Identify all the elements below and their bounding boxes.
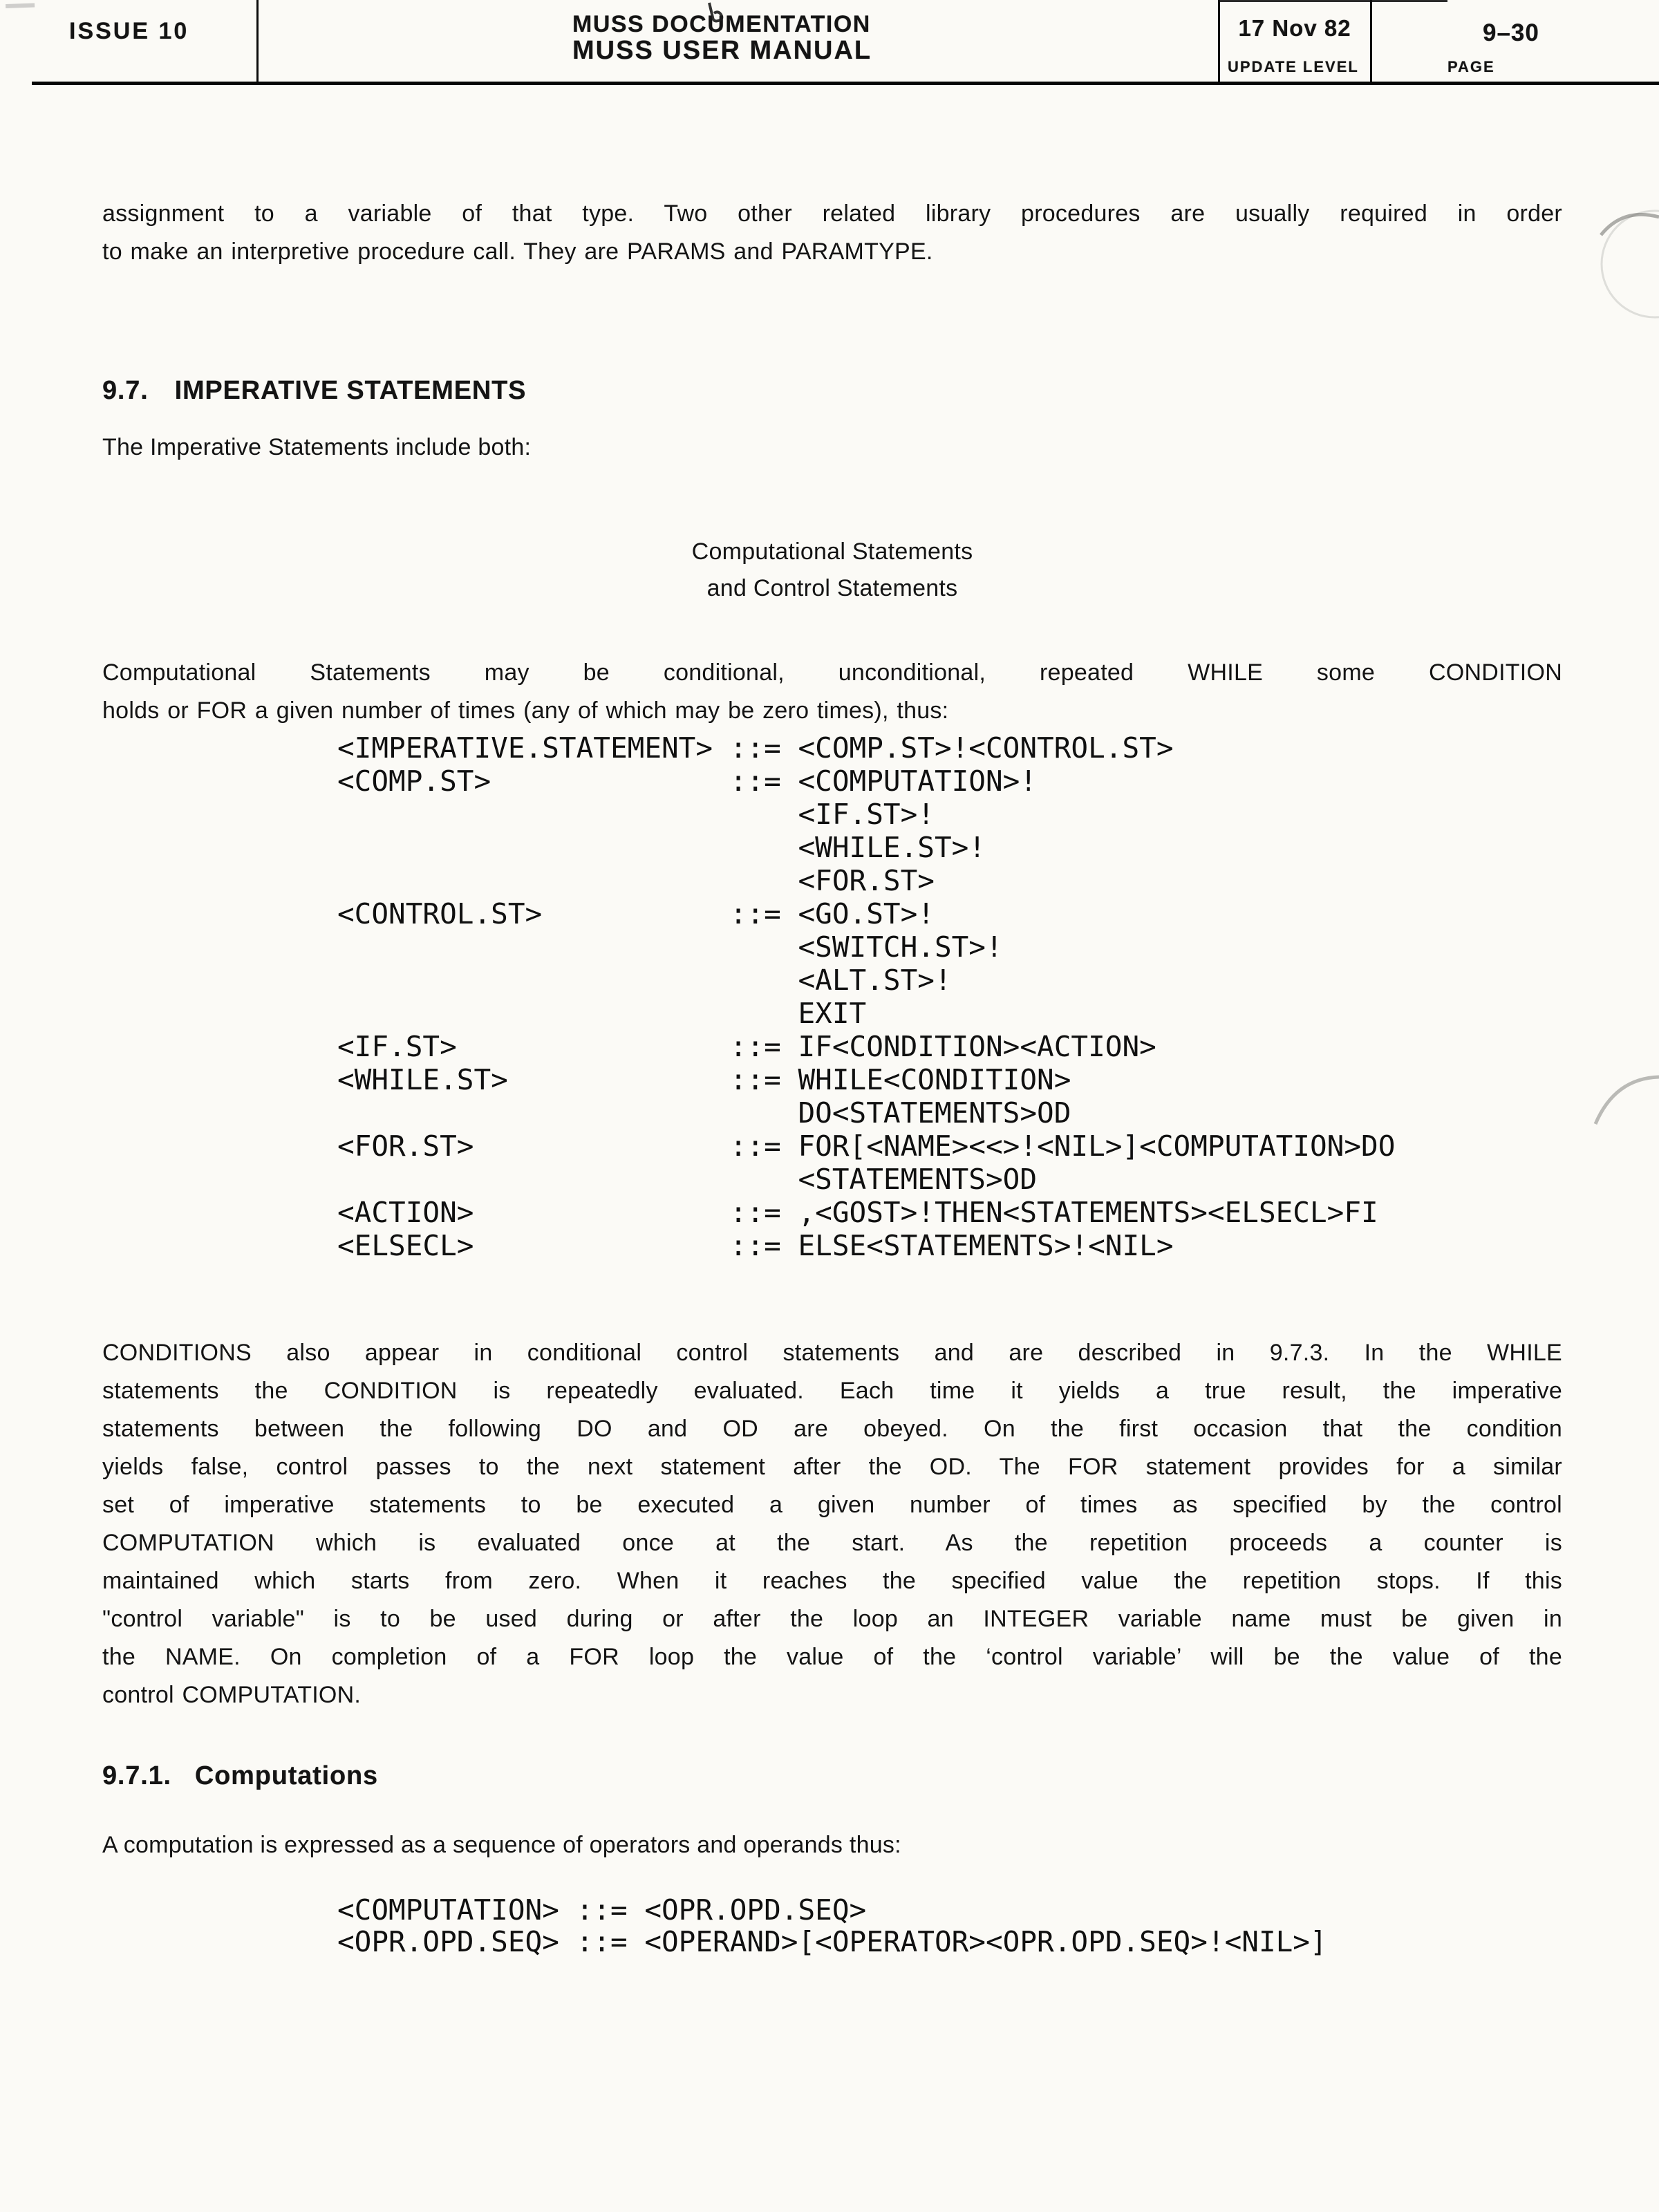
scan-smudge-top-left (6, 3, 35, 8)
statement-types-centered: Computational Statements and Control Statements (691, 538, 973, 601)
update-level-label: UPDATE LEVEL (1228, 58, 1359, 75)
header-divider-1 (256, 0, 259, 84)
section-9-7-1-lead: A computation is expressed as a sequence of operators and operands thus: (102, 1832, 901, 1858)
scan-ring-artifact (1602, 211, 1659, 317)
scan-arc-artifact-2 (1593, 1076, 1659, 1127)
computational-statements-paragraph: Computational Statements may be conditional, unconditional, repeated WHILE some CONDITION holds or FOR a given number of times (any of which may be zero times), thus: (102, 659, 1562, 724)
manual-title-block (572, 11, 872, 64)
header-divider-3 (1370, 0, 1372, 84)
section-9-7-number: 9.7. (102, 376, 149, 405)
update-date: 17 Nov 82 (1238, 15, 1351, 41)
header-divider-2 (1218, 0, 1220, 84)
section-9-7-title: IMPERATIVE STATEMENTS (174, 376, 527, 405)
manual-subtitle: MUSS USER MANUAL (572, 36, 872, 65)
issue-label: ISSUE 10 (69, 18, 189, 44)
manual-title: MUSS DOCUMENTATION (572, 11, 871, 37)
computation-bnf: <COMPUTATION> ::= <OPR.OPD.SEQ> <OPR.OPD.SEQ> ::= <OPERAND>[<OPERATOR><OPR.OPD.SEQ>!<NIL>] (337, 1893, 1327, 1958)
intro-paragraph: assignment to a variable of that type. Two other related library procedures are usually required in order to make an interpretive procedure call. They are PARAMS and PARAMTYPE. (102, 200, 1562, 265)
page-label: PAGE (1447, 58, 1495, 75)
section-9-7-1-heading (102, 1761, 378, 1791)
header-bottom-rule (32, 82, 1659, 85)
section-9-7-1-title: Computations (194, 1761, 378, 1790)
section-9-7-heading (102, 376, 526, 406)
header-top-rule (1218, 0, 1447, 2)
section-9-7-1-number: 9.7.1. (102, 1761, 171, 1790)
scan-arc-artifact-2b (1595, 1077, 1659, 1124)
conditions-paragraph: CONDITIONS also appear in conditional control statements and are described in 9.7.3. In the WHILE statements the CONDITION is repeatedly evaluated. Each time it yields a true result, the imperative statements between the following DO and OD are obeyed. On the first occasion that the condition yields false, control passes to the next statement after the OD. The FOR statement provides for a similar set of imperative statements to be executed a given number of times as specified by the control COMPUTATION which is evaluated once at the start. As the repetition proceeds a counter is maintained which starts from zero. When it reaches the specified value the repetition stops. If this "control variable" is to be used during or after the loop an INTEGER variable name must be given in the NAME. On completion of a FOR loop the value of the ‘control variable’ will be the value of the control COMPUTATION. (102, 1340, 1562, 1708)
imperative-statement-bnf: <IMPERATIVE.STATEMENT> ::= <COMP.ST>!<CONTROL.ST> <COMP.ST> ::= <COMPUTATION>! <IF.ST>! <WHILE.ST>! <FOR.ST> <CONTROL.ST> ::= <GO.ST>! <SWITCH.ST>! <ALT.ST>! EXIT <IF.ST> ::= IF<CONDITION><ACTION> <WHILE.ST> ::= WHILE<CONDITION> DO<STATEMENTS>OD <FOR.ST> ::= FOR[<NAME><<>!<NIL>]<COMPUTATION>DO <STATEMENTS>OD <ACTION> ::= ,<GOST>!THEN<STATEMENTS><ELSECL>FI <ELSECL> ::= ELSE<STATEMENTS>!<NIL> (337, 731, 1396, 1262)
scan-arc-artifact-1 (1601, 214, 1659, 235)
page-number: 9–30 (1483, 19, 1539, 46)
section-9-7-lead: The Imperative Statements include both: (102, 434, 532, 460)
